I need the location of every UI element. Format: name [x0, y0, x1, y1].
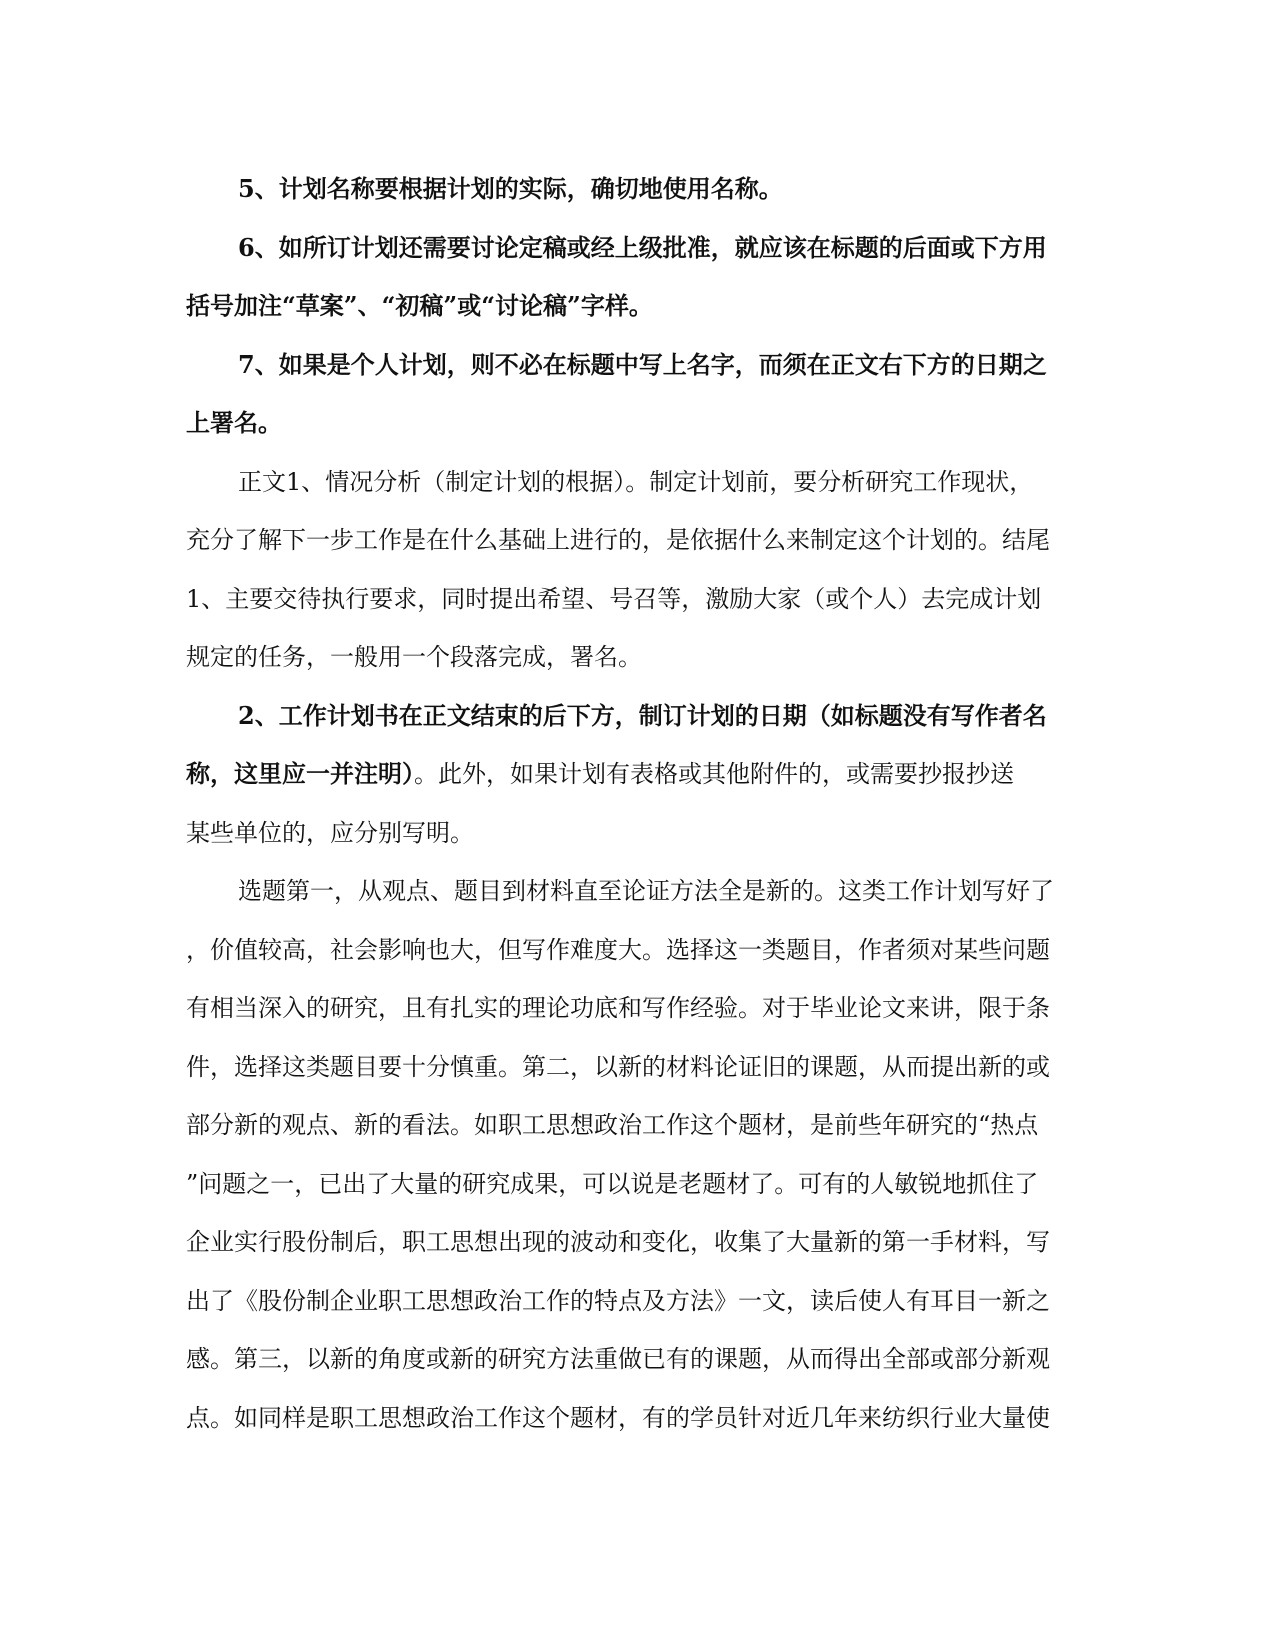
text-line: 企业实行股份制后，职工思想出现的波动和变化，收集了大量新的第一手材料，写 — [186, 1228, 1050, 1256]
text-line: ”问题之一，已出了大量的研究成果，可以说是老题材了。可有的人敏锐地抓住了 — [186, 1169, 1039, 1198]
text-line: 充分了解下一步工作是在什么基础上进行的，是依据什么来制定这个计划的。结尾 — [186, 526, 1050, 554]
text-line: 6、如所订计划还需要讨论定稿或经上级批准，就应该在标题的后面或下方用 — [238, 232, 1047, 262]
text-line: 规定的任务，一般用一个段落完成，署名。 — [186, 643, 642, 671]
text-line — [186, 745, 1090, 804]
text-line: 1、主要交待执行要求，同时提出希望、号召等，激励大家（或个人）去完成计划 — [186, 584, 1042, 613]
text-line: 7、如果是个人计划，则不必在标题中写上名字，而须在正文右下方的日期之 — [238, 349, 1047, 379]
text-segment: 。此外，如果计划有表格或其他附件的，或需要抄报抄送 — [414, 760, 1014, 788]
text-line: 点。如同样是职工思想政治工作这个题材，有的学员针对近几年来纺织行业大量使 — [186, 1403, 1050, 1432]
text-line: 件，选择这类题目要十分慎重。第二，以新的材料论证旧的课题，从而提出新的或 — [186, 1052, 1050, 1081]
text-line: 正文1、情况分析（制定计划的根据）。制定计划前，要分析研究工作现状， — [238, 467, 1034, 496]
text-line: 括号加注“草案”、“初稿”或“讨论稿”字样。 — [186, 291, 653, 320]
text-line: 出了《股份制企业职工思想政治工作的特点及方法》一文，读后使人有耳目一新之 — [186, 1286, 1050, 1315]
text-line: 上署名。 — [186, 408, 282, 437]
text-line: 某些单位的，应分别写明。 — [186, 818, 474, 847]
text-line: 有相当深入的研究，且有扎实的理论功底和写作经验。对于毕业论文来讲，限于条 — [186, 994, 1050, 1022]
text-line: ，价值较高，社会影响也大，但写作难度大。选择这一类题目，作者须对某些问题 — [186, 935, 1050, 964]
document-page — [186, 160, 1090, 1447]
text-line: 选题第一，从观点、题目到材料直至论证方法全是新的。这类工作计划写好了 — [238, 877, 1054, 905]
text-line: 感。第三，以新的角度或新的研究方法重做已有的课题，从而得出全部或部分新观 — [186, 1345, 1050, 1373]
text-line: 部分新的观点、新的看法。如职工思想政治工作这个题材，是前些年研究的“热点 — [186, 1111, 1039, 1139]
text-line: 2、工作计划书在正文结束的后下方，制订计划的日期（如标题没有写作者名 — [238, 700, 1047, 730]
text-segment-bold: 称，这里应一并注明） — [186, 759, 414, 788]
text-line: 5、计划名称要根据计划的实际，确切地使用名称。 — [238, 174, 783, 203]
